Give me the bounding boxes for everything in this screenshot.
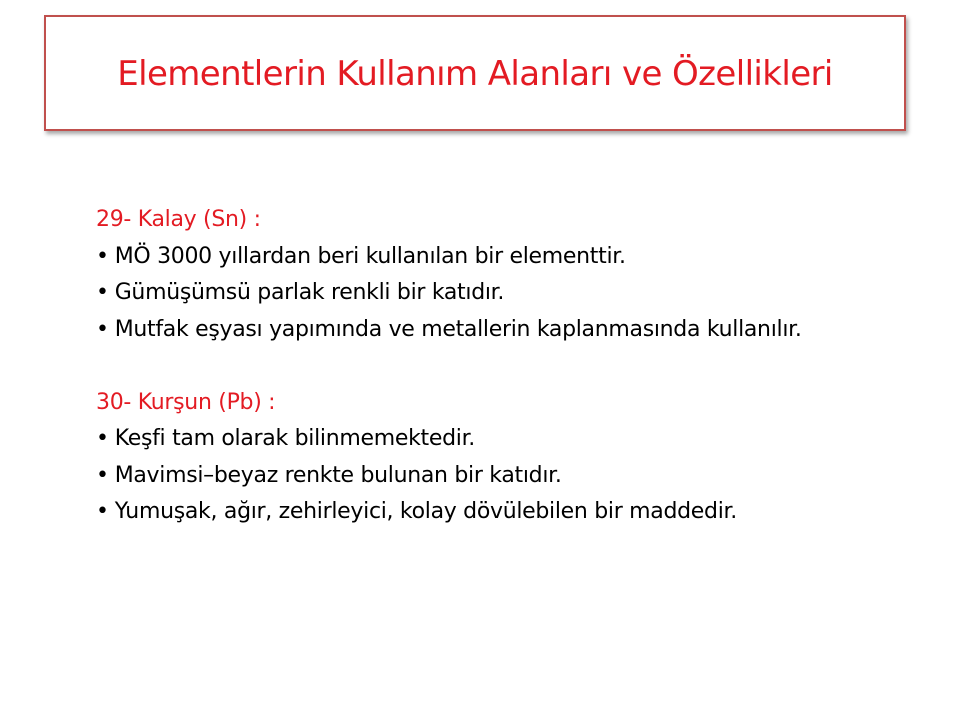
bullet-item [96,312,886,349]
bullet-icon: • [96,280,109,305]
section-heading-lead: 30- Kurşun (Pb) : [96,389,276,415]
bullet-icon: • [96,243,109,269]
bullet-text: Yumuşak, ağır, zehirleyici, kolay dövülebilen bir maddedir. [114,499,737,524]
bullet-text: Gümüşümsü parlak renkli bir katıdır. [114,280,505,305]
bullet-icon: • [96,462,109,488]
bullet-text: Mavimsi–beyaz renkte bulunan bir katıdır. [114,462,562,488]
bullet-item [96,494,886,531]
bullet-item [96,275,886,312]
bullet-icon: • [96,316,109,342]
section-heading-tin: 29- Kalay (Sn) : [96,207,261,232]
bullet-text: MÖ 3000 yıllardan beri kullanılan bir elementtir. [114,243,626,269]
section-tin [96,202,886,348]
title-box [44,15,906,131]
bullet-icon: • [96,499,109,524]
bullet-item [96,239,886,276]
bullet-text: Keşfi tam olarak bilinmemektedir. [114,426,475,451]
slide-title: Elementlerin Kullanım Alanları ve Özellikleri [117,54,833,94]
section-lead [96,385,886,531]
slide-content [96,202,886,531]
bullet-icon: • [96,426,109,451]
bullet-text: Mutfak eşyası yapımında ve metallerin kaplanmasında kullanılır. [114,316,802,342]
bullet-item [96,458,886,495]
bullet-item [96,421,886,458]
